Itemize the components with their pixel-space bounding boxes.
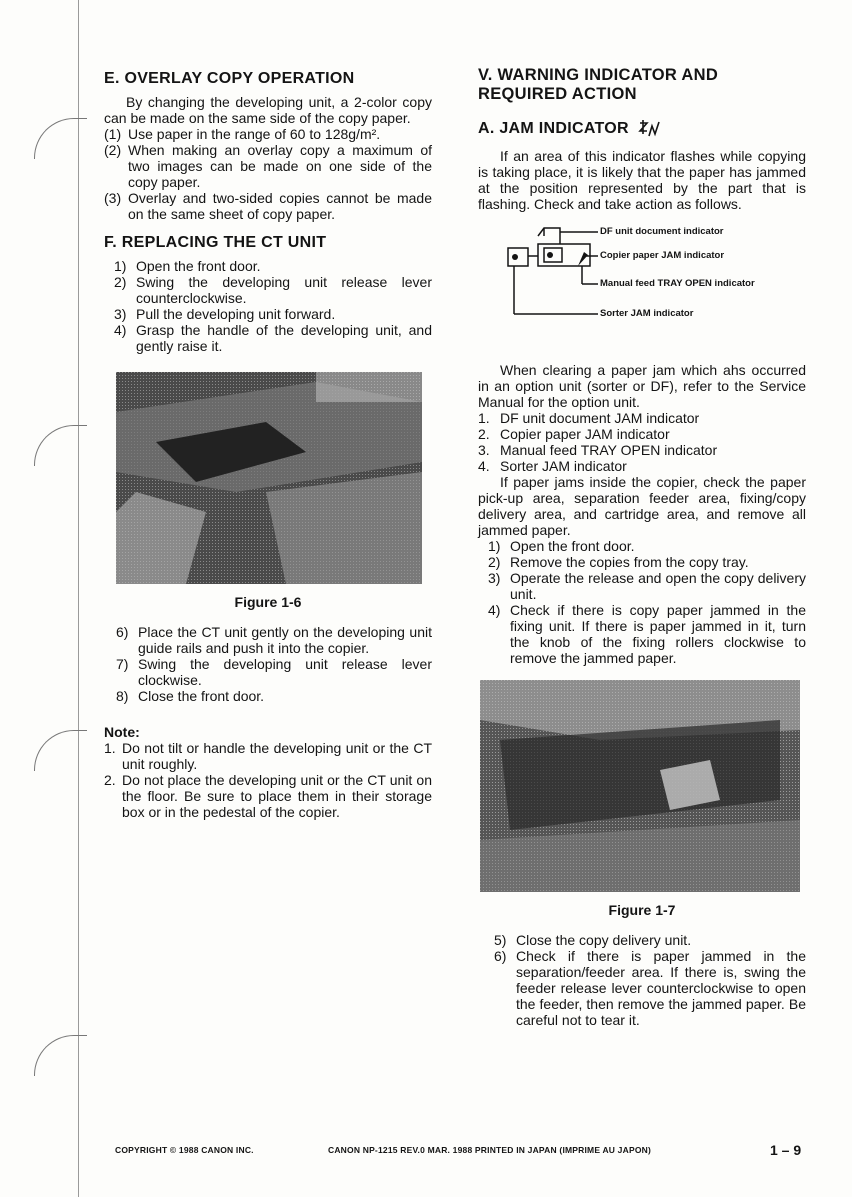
list-item: 1) Open the front door. [488, 538, 635, 554]
list-item: 3. Manual feed TRAY OPEN indicator [478, 442, 718, 458]
section-v-title: V. WARNING INDICATOR AND REQUIRED ACTION [478, 66, 719, 103]
jam-paragraph: If paper jams inside the copier, check the paper pick-up area, separation feeder area, fixing/copy delivery area, and cartridge area, and remove all jammed paper. [478, 474, 806, 538]
copier-fixing-unit-photo [480, 680, 800, 892]
punch-hole-mark [34, 1035, 87, 1076]
figure-1-6-photo [116, 372, 422, 584]
footer-print-info: CANON NP-1215 REV.0 MAR. 1988 PRINTED IN JAPAN (IMPRIME AU JAPON) [328, 1145, 652, 1155]
list-item: (1) Use paper in the range of 60 to 128g/m². [104, 126, 381, 142]
indicator-list [478, 410, 806, 474]
figure-1-6-caption: Figure 1-6 [234, 594, 302, 610]
list-item: 4. Sorter JAM indicator [478, 458, 627, 474]
list-item: 4) Check if there is copy paper jammed in the fixing unit. If there is paper jammed in it, turn the knob of the fixing rollers clockwise to remove the jammed paper. [488, 602, 806, 666]
right-column [478, 66, 806, 1028]
list-item: 2. Copier paper JAM indicator [478, 426, 670, 442]
page-number: 1 – 9 [770, 1142, 802, 1158]
list-item: 1. Do not tilt or handle the developing unit or the CT unit roughly. [104, 740, 432, 772]
list-item: 5) Close the copy delivery unit. [494, 932, 692, 948]
figure-1-7-photo [480, 680, 800, 892]
section-e-intro: By changing the developing unit, a 2-color copy can be made on the same side of the copy paper. [104, 94, 432, 126]
figure-1-7-caption: Figure 1-7 [608, 902, 676, 918]
punch-hole-mark [34, 730, 87, 771]
section-f-list [104, 258, 432, 354]
list-item: 4) Grasp the handle of the developing unit, and gently raise it. [114, 322, 432, 354]
list-item: 1) Open the front door. [114, 258, 261, 274]
list-item: 2. Do not place the developing unit or the CT unit on the floor. Be sure to place them in their storage box or in the pedestal of the copier. [104, 772, 432, 820]
steps-list [478, 538, 806, 666]
clearing-paragraph: When clearing a paper jam which ahs occurred in an option unit (sorter or DF), refer to the Service Manual for the option unit. [478, 362, 806, 410]
list-item: (3) Overlay and two-sided copies cannot be made on the same sheet of copy paper. [104, 190, 432, 222]
list-item: (2) When making an overlay copy a maximum of two images can be made on one side of the copy paper. [104, 142, 432, 190]
punch-hole-mark [34, 425, 87, 466]
list-item: 6) Place the CT unit gently on the developing unit guide rails and push it into the copier. [116, 624, 432, 656]
list-item: 3) Pull the developing unit forward. [114, 306, 336, 322]
footer-copyright: COPYRIGHT © 1988 CANON INC. [115, 1145, 254, 1155]
list-item: 3) Operate the release and open the copy delivery unit. [488, 570, 806, 602]
diagram-label-df-unit: DF unit document indicator [600, 226, 724, 237]
diagram-label-copier-paper: Copier paper JAM indicator [600, 250, 725, 261]
diagram-label-manual-feed: Manual feed TRAY OPEN indicator [600, 278, 755, 289]
section-a-intro: If an area of this indicator flashes while copying is taking place, it is likely that the paper has jammed at the position represented by the part that is flashing. Check and take action as follows. [478, 148, 806, 212]
binding-line [78, 0, 79, 1197]
list-item: 8) Close the front door. [116, 688, 265, 704]
note-heading: Note: [104, 724, 140, 740]
steps-list-continued [478, 932, 806, 1028]
copier-ct-unit-photo [116, 372, 422, 584]
list-item: 2) Swing the developing unit release lever counterclockwise. [114, 274, 432, 306]
section-a-heading [478, 118, 806, 140]
jam-indicator-diagram [478, 226, 806, 344]
section-a-title: A. JAM INDICATOR [478, 120, 629, 137]
section-f-list-continued [104, 624, 432, 704]
list-item: 6) Check if there is paper jammed in the separation/feeder area. If there is, swing the feeder release lever counterclockwise to open the feeder, then remove the jammed paper. Be careful not to tear it. [494, 948, 806, 1028]
list-item: 7) Swing the developing unit release lever clockwise. [116, 656, 432, 688]
left-column [104, 66, 432, 820]
list-item: 2) Remove the copies from the copy tray. [488, 554, 749, 570]
diagram-label-sorter: Sorter JAM indicator [600, 308, 694, 319]
section-f-title: F. REPLACING THE CT UNIT [104, 234, 327, 251]
punch-hole-mark [34, 118, 87, 159]
list-item: 1. DF unit document JAM indicator [478, 410, 700, 426]
jam-symbol-icon [637, 118, 663, 140]
note-list [104, 740, 432, 820]
section-e-title: E. OVERLAY COPY OPERATION [104, 70, 355, 87]
section-e-list [104, 126, 432, 222]
